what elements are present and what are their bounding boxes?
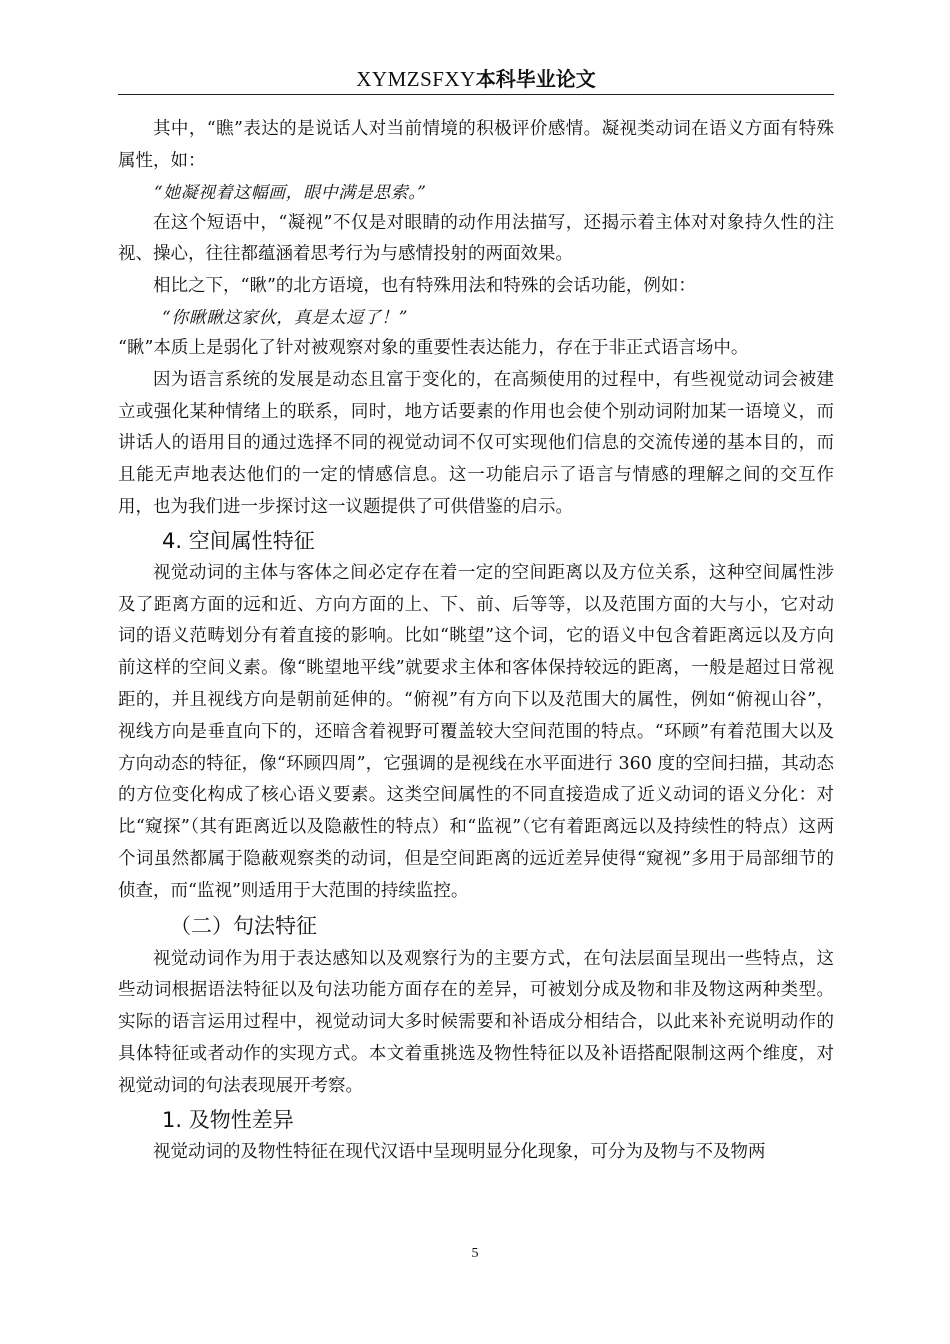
paragraph-syntax: 视觉动词作为用于表达感知以及观察行为的主要方式，在句法层面呈现出一些特点，这些动词根据语法特征以及句法功能方面存在的差异，可被划分成及物和非及物这两种类型。实际的语言运用过程中，视觉动词大多时候需要和补语成分相结合，以此来补充说明动作的具体特征或者动作的实现方式。本文着重挑选及物性特征以及补语搭配限制这两个维度，对视觉动词的句法表现展开考察。 xyxy=(118,948,834,1096)
example-quote-ningshi: “她凝视着这幅画，眼中满是思索。” xyxy=(154,182,427,203)
header-code: XYMZSFXY xyxy=(356,67,476,91)
section-heading-spatial: 4. 空间属性特征 xyxy=(162,528,315,553)
paragraph-chou: “瞅”本质上是弱化了针对被观察对象的重要性表达能力，存在于非正式语言场中。 xyxy=(118,337,749,358)
example-quote-chou: “你瞅瞅这家伙，真是太逗了！” xyxy=(162,307,408,328)
paragraph-chou-intro: 相比之下，“瞅”的北方语境，也有特殊用法和特殊的会话功能，例如： xyxy=(153,276,696,297)
page-header xyxy=(118,64,834,95)
paragraph-qiao: 其中，“瞧”表达的是说话人对当前情境的积极评价感情。凝视类动词在语义方面有特殊属性，如： xyxy=(118,119,834,171)
section-heading-transitivity: 1. 及物性差异 xyxy=(162,1107,294,1132)
paragraph-ningshi: 在这个短语中，“凝视”不仅是对眼睛的动作用法描写，还揭示着主体对对象持久性的注视、操心，往往都蕴涵着思考行为与感情投射的两面效果。 xyxy=(118,212,834,265)
page-body xyxy=(118,114,834,1168)
paragraph-transitivity: 视觉动词的及物性特征在现代汉语中呈现明显分化现象，可分为及物与不及物两 xyxy=(153,1141,766,1162)
header-title: 本科毕业论文 xyxy=(475,67,596,91)
page-number: 5 xyxy=(471,1246,479,1261)
section-heading-syntax: （二）句法特征 xyxy=(170,913,317,938)
paragraph-emotion: 因为语言系统的发展是动态且富于变化的，在高频使用的过程中，有些视觉动词会被建立或强化某种情绪上的联系，同时，地方话要素的作用也会使个别动词附加某一语境义，而讲话人的语用目的通过选择不同的视觉动词不仅可实现他们信息的交流传递的基本目的，而且能无声地表达他们的一定的情感信息。这一功能启示了语言与情感的理解之间的交互作用，也为我们进一步探讨这一议题提供了可供借鉴的启示。 xyxy=(118,369,834,517)
paragraph-spatial: 视觉动词的主体与客体之间必定存在着一定的空间距离以及方位关系，这种空间属性涉及了距离方面的远和近、方向方面的上、下、前、后等等，以及范围方面的大与小，它对动词的语义范畴划分有着直接的影响。比如“眺望”这个词，它的语义中包含着距离远以及方向前这样的空间义素。像“眺望地平线”就要求主体和客体保持较远的距离，一般是超过日常视距的，并且视线方向是朝前延伸的。“俯视”有方向下以及范围大的属性，例如“俯视山谷”，视线方向是垂直向下的，还暗含着视野可覆盖较大空间范围的特点。“环顾”有着范围大以及方向动态的特征，像“环顾四周”，它强调的是视线在水平面进行 360 度的空间扫描，其动态的方位变化构成了核心语义要素。这类空间属性的不同直接造成了近义动词的语义分化：对比“窥探”（其有距离近以及隐蔽性的特点）和“监视”（它有着距离远以及持续性的特点）这两个词虽然都属于隐蔽观察类的动词，但是空间距离的远近差异使得“窥视”多用于局部细节的侦查，而“监视”则适用于大范围的持续监控。 xyxy=(118,562,834,901)
